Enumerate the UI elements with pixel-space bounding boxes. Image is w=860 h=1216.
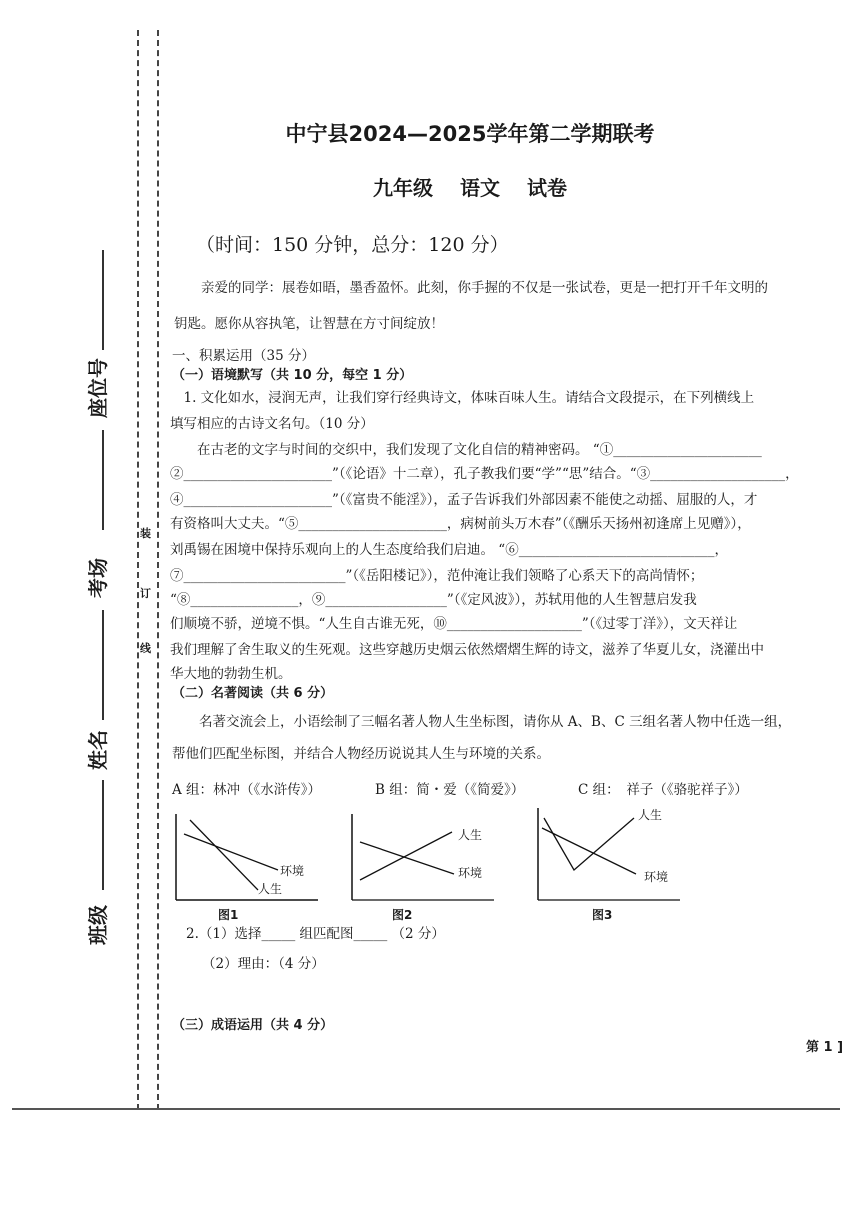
q1-line: “⑧________________，⑨__________________”（《定风波》），苏轼用他的人生智慧启发我 bbox=[170, 592, 697, 608]
fig2-life-label: 人生 bbox=[458, 828, 483, 842]
room-line bbox=[102, 430, 104, 530]
name-label: 姓名 bbox=[86, 730, 110, 770]
q1-line: 们顺境不骄，逆境不惧。“人生自古谁无死，⑩____________________”（《过零丁洋》），文天祥让 bbox=[170, 616, 738, 632]
fig2-caption: 图2 bbox=[392, 908, 413, 922]
part1-heading: （一）语境默写（共 10 分，每空 1 分） bbox=[172, 368, 413, 383]
part2-intro-1: 名著交流会上，小语绘制了三幅名著人物人生坐标图，请你从 A、B、C 三组名著人物中任选一组， bbox=[172, 714, 792, 730]
group-b: B 组：简・爱（《简爱》） bbox=[375, 782, 525, 798]
part2-intro-2: 帮他们匹配坐标图，并结合人物经历说说其人生与环境的关系。 bbox=[172, 746, 550, 762]
name-line bbox=[102, 610, 104, 720]
q1-line: 华大地的勃勃生机。 bbox=[170, 666, 292, 682]
exam-time-info: （时间：150 分钟，总分：120 分） bbox=[196, 234, 509, 256]
q1-line: 1. 文化如水，浸润无声，让我们穿行经典诗文，体味百味人生。请结合文段提示，在下列横线上 bbox=[170, 390, 755, 406]
q1-line: ④______________________”（《富贵不能淫》），孟子告诉我们外部因素不能使之动摇、屈服的人，才 bbox=[170, 492, 758, 508]
fig1-env-label: 环境 bbox=[280, 864, 305, 878]
part3-heading: （三）成语运用（共 4 分） bbox=[172, 1018, 334, 1033]
exam-title: 中宁县2024—2025学年第二学期联考 bbox=[285, 122, 655, 146]
q1-line: 填写相应的古诗文名句。（10 分） bbox=[170, 416, 374, 432]
page-number: 第 1 ] bbox=[806, 1040, 844, 1055]
fig2-env-label: 环境 bbox=[458, 866, 483, 880]
class-line bbox=[102, 780, 104, 890]
fig3-life-line bbox=[544, 818, 634, 870]
q1-line: 刘禹锡在困境中保持乐观向上的人生态度给我们启迪。 “⑥_____________________________， bbox=[170, 542, 728, 558]
q1-line: 有资格叫大丈夫。“⑤______________________，病树前头万木春”（《酬乐天扬州初逢席上见赠》）， bbox=[170, 516, 751, 532]
fig2-life-line bbox=[360, 832, 452, 880]
q1-line: ②______________________”（《论语》十二章），孔子教我们要“学”“思”结合。“③____________________， bbox=[170, 466, 799, 482]
fig1-life-label: 人生 bbox=[258, 882, 283, 896]
fig3-caption: 图3 bbox=[592, 908, 613, 922]
exam-subtitle: 九年级 语文 试卷 bbox=[373, 176, 567, 200]
group-a: A 组：林冲（《水浒传》） bbox=[172, 782, 322, 798]
seat-number-label: 座位号 bbox=[86, 358, 110, 418]
fig2-env-line bbox=[360, 842, 454, 874]
q1-line: ⑦________________________”（《岳阳楼记》），范仲淹让我们领略了心系天下的高尚情怀； bbox=[170, 568, 704, 584]
fig3-env-label: 环境 bbox=[644, 870, 669, 884]
q2-reason: （2）理由：（4 分） bbox=[202, 956, 325, 972]
fig3-life-label: 人生 bbox=[638, 808, 663, 822]
intro-line-1: 亲爱的同学：展卷如晤，墨香盈怀。此刻，你手握的不仅是一张试卷，更是一把打开千年文明的 bbox=[174, 280, 768, 296]
q1-line: 在古老的文字与时间的交织中，我们发现了文化自信的精神密码。 “①______________________ bbox=[170, 442, 762, 458]
fig3-env-line bbox=[542, 828, 636, 874]
class-label: 班级 bbox=[86, 905, 110, 945]
fig1-caption: 图1 bbox=[218, 908, 239, 922]
fig1-life-line bbox=[190, 820, 258, 890]
binding-char-2: 订 bbox=[140, 587, 151, 600]
bottom-rule bbox=[12, 1108, 840, 1110]
q1-line: 我们理解了舍生取义的生死观。这些穿越历史烟云依然熠熠生辉的诗文，滋养了华夏儿女，浇灌出中 bbox=[170, 642, 764, 658]
section1-heading: 一、积累运用（35 分） bbox=[172, 348, 315, 364]
intro-line-2: 钥匙。愿你从容执笔，让智慧在方寸间绽放！ bbox=[174, 316, 444, 332]
figure-1 bbox=[170, 812, 320, 907]
binding-char-1: 装 bbox=[140, 527, 151, 540]
exam-room-label: 考场 bbox=[86, 558, 110, 598]
q2-select: 2.（1）选择_____ 组匹配图_____ （2 分） bbox=[186, 926, 445, 942]
seat-line bbox=[102, 250, 104, 350]
fig1-env-line bbox=[184, 834, 278, 870]
binding-char-3: 线 bbox=[140, 642, 151, 655]
part2-heading: （二）名著阅读（共 6 分） bbox=[172, 686, 334, 701]
group-c: C 组： 祥子（《骆驼祥子》） bbox=[578, 782, 748, 798]
